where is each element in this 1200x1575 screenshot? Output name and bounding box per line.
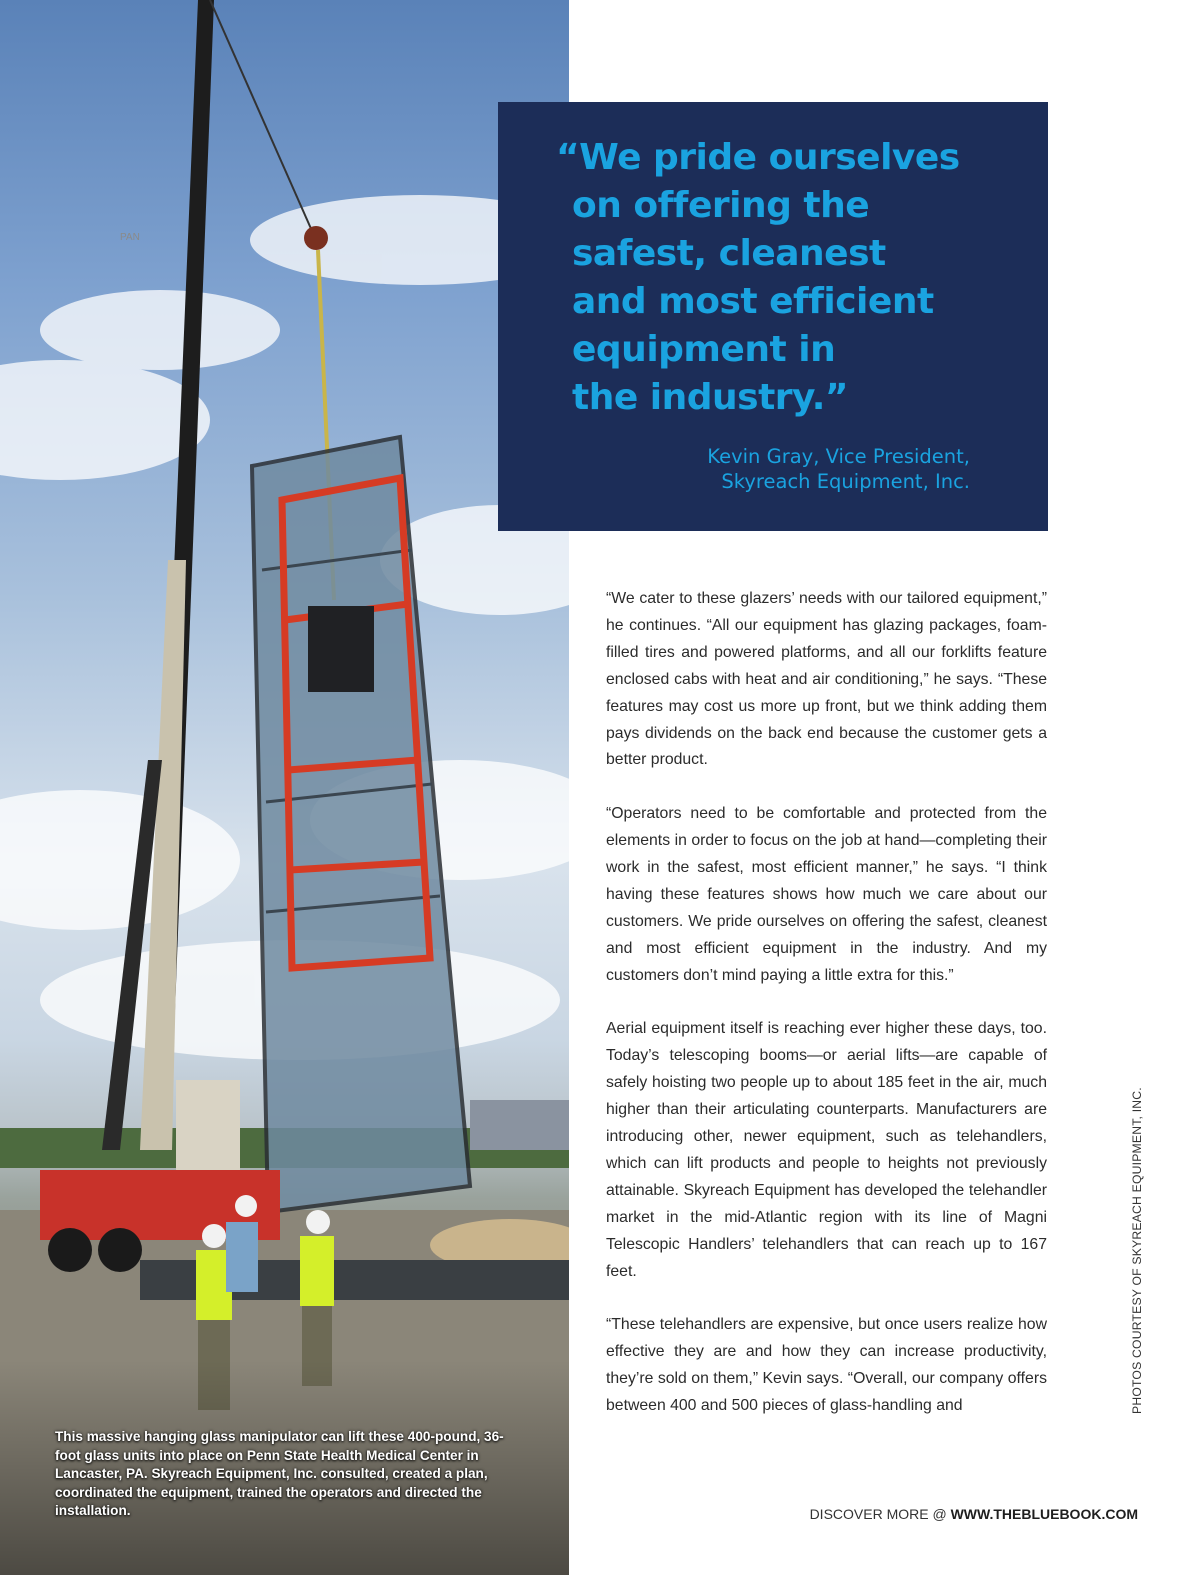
- pull-quote-line: on offering the: [572, 185, 870, 226]
- crane-cable: [210, 0, 316, 240]
- construction-photo: [0, 0, 569, 1575]
- photo-caption: This massive hanging glass manipulator can lift these 400-pound, 36-foot glass units into place on Penn State Health Medical Center in Lancaster, PA. Skyreach Equipment, Inc. consulted, created a plan, coordinated the equipment, trained the operators and directed the installation.: [55, 1429, 504, 1519]
- body-paragraph: “These telehandlers are expensive, but once users realize how effective they are and how they can increase productivity, they’re sold on them,” Kevin says. “Overall, our company offers between 400 and 500 pieces of glass-handling and: [606, 1316, 1047, 1415]
- body-paragraph: “Operators need to be comfortable and protected from the elements in order to focus on the job at hand—completing their work in the safest, most efficient manner,” he says. “I think having these features shows how much we care about our customers. We pride ourselves on offering the safest, cleanest and most efficient equipment in the industry. And my customers don’t mind paying a little extra for this.”: [606, 805, 1047, 984]
- pull-quote-text: [556, 134, 1036, 422]
- photo-illustration: [0, 0, 569, 1575]
- truck-wheel: [48, 1228, 92, 1272]
- footer-url-link[interactable]: WWW.THEBLUEBOOK.COM: [950, 1506, 1138, 1522]
- photo-credit-text: PHOTOS COURTESY OF SKYREACH EQUIPMENT, INC.: [1130, 1087, 1144, 1414]
- attribution-company: Skyreach Equipment, Inc.: [721, 470, 970, 493]
- quote-attribution: [707, 444, 970, 494]
- body-paragraph: Aerial equipment itself is reaching ever higher these days, too. Today’s telescoping booms—or aerial lifts—are capable of safely hoisting two people up to about 185 feet in the air, much higher than their articulating counterparts. Manufacturers are introducing other, newer equipment, such as telehandlers, which can lift products and people to heights not previously attainable. Skyreach Equipment has developed the telehandler market in the mid-Atlantic region with its line of Magni Telescopic Handlers’ telehandlers that can reach up to 167 feet.: [606, 1020, 1047, 1280]
- pull-quote-line: safest, cleanest: [572, 233, 886, 274]
- article-body: [606, 586, 1047, 1447]
- crane-cab: [176, 1080, 240, 1170]
- footer: [810, 1506, 1138, 1522]
- pull-quote-line: the industry.”: [572, 377, 849, 418]
- footer-prefix: DISCOVER MORE @: [809, 1506, 951, 1522]
- crane-hook-block: [304, 226, 328, 250]
- pull-quote-line: and most efficient: [572, 281, 934, 322]
- warehouse: [470, 1100, 569, 1150]
- pull-quote-box: [498, 102, 1048, 531]
- body-paragraph: “We cater to these glazers’ needs with our tailored equipment,” he continues. “All our equipment has glazing packages, foam-filled tires and powered platforms, and all our forklifts feature enclosed cabs with heat and air conditioning,” he says. “These features may cost us more up front, but we think adding them pays dividends on the back end because the customer gets a better product.: [606, 590, 1047, 769]
- attribution-name: Kevin Gray, Vice President,: [707, 445, 970, 468]
- truck-wheel: [98, 1228, 142, 1272]
- photo-panel-label: PAN: [120, 232, 140, 243]
- pull-quote-line: “We pride ourselves: [556, 137, 960, 178]
- pull-quote-line: equipment in: [572, 329, 836, 370]
- manipulator-motor: [308, 606, 374, 692]
- photo-credit: [1128, 1087, 1148, 1418]
